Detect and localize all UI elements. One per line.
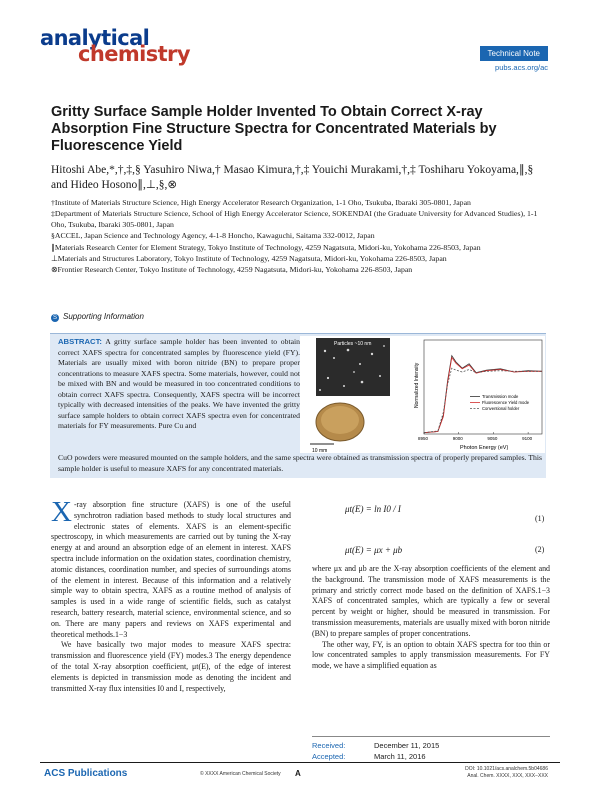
xafs-plot (414, 340, 542, 451)
abstract-label: ABSTRACT: (58, 337, 102, 346)
page-number: A (295, 769, 301, 778)
abstract-text (58, 337, 300, 432)
affiliation: †Institute of Materials Structure Science, High Energy Accelerator Research Organization, 1-1 Oho, Tsukuba, Ibaraki 305-0801, Japan (51, 198, 471, 207)
legend-entry: Fluorescence Yield mode (482, 400, 530, 405)
sample-holder-surface (321, 406, 359, 434)
equation-1-number: (1) (535, 514, 545, 523)
doi-link[interactable]: DOI: 10.1021/acs.analchem.5b04686 (465, 766, 548, 772)
body-column-right (312, 564, 550, 672)
affiliations (51, 198, 551, 277)
author-list (51, 163, 551, 193)
plot-xlabel: Photon Energy (eV) (460, 445, 509, 451)
micrograph-label: Particles ~10 nm (334, 341, 372, 347)
supporting-info-label: Supporting Information (63, 312, 144, 321)
journal-logo (40, 26, 230, 67)
abstract-figure-svg (300, 336, 545, 453)
abstract-figure (300, 336, 545, 453)
accepted-row (312, 751, 550, 762)
scale-bar-label: 10 mm (312, 448, 328, 453)
received-label: Received: (312, 741, 346, 750)
journal-logo-line2: chemistry (78, 42, 190, 67)
accepted-date: March 11, 2016 (374, 752, 426, 761)
paragraph: We have basically two major modes to measure XAFS spectra: transmission and fluorescence yield (FY) modes.3 The energy dependence of the total X-ray absorption coefficient, μt(E), of the edge of interest elements is depicted in transmission mode as denoting the incident and transmitted X-ray flux intensities I0 and I, respectively, (51, 640, 291, 693)
received-row (312, 740, 550, 751)
plot-ylabel: Normalized Intensity (414, 362, 420, 408)
affiliation: ‡Department of Materials Structure Science, School of High Energy Accelerator Science, SOKENDAI (the Graduate University for Advanced Studies), 1-1 Oho, Tsukuba, Ibaraki 305-0801, Japan (51, 209, 538, 229)
accepted-label: Accepted: (312, 752, 346, 761)
legend-entry: Transmission mode (482, 394, 519, 399)
journal-logo-line1: analytical (40, 26, 150, 50)
article-dates (312, 736, 550, 762)
paragraph: where μx and μb are the X-ray absorption coefficients of the element and the background. The transmission mode of XAFS measurements is the primary and strictly correct mode based on the definition of XAFS.1−3 XAFS of concentrated samples, which are typically a few or several percent by weight or higher, should be measured in transmission. For transmission measurements, materials are usually mixed with boron nitride (BN) to prepare samples of proper concentrations. (312, 564, 550, 638)
received-date: December 11, 2015 (374, 741, 440, 750)
body-column-left (51, 496, 291, 694)
equation-1: μt(E) = ln I0 / I (345, 504, 401, 514)
abstract-body: A gritty surface sample holder has been invented to obtain correct XAFS spectra for concentrated samples by fluorescence yield (FY). Materials are usually mixed with boron nitride (BN) to prepare proper concentrations to measure XAFS spectra. Some materials, however, could not be mixed with BN and would be measured in too concentrated conditions to obtain correct XAFS spectra. Consequently, XAFS spectra will be incorrect typically with decreased intensities of the peaks. We have invented the gritty surface sample holders to obtain correct XAFS spectra even for concentrated materials for FY measurements. Pure Cu and (58, 337, 301, 430)
x-tick-label: 9050 (487, 436, 498, 441)
publisher-logo: ACS Publications (44, 768, 128, 779)
x-tick-label: 9100 (522, 436, 533, 441)
article-title: Gritty Surface Sample Holder Invented To Obtain Correct X-ray Absorption Fine Structure Spectra for Concentrated Materials by Fluorescence Yield (51, 104, 497, 154)
x-tick-label: 9000 (452, 436, 463, 441)
author-line-2: and Hideo Hosono∥,⊥,§,⊗ (51, 179, 178, 191)
paragraph: The other way, FY, is an option to obtain XAFS spectra for too thin or low concentrated samples to apply transmission measurements. For FY mode, we have a simplified equation as (312, 639, 550, 671)
equation-2-number: (2) (535, 545, 545, 554)
paragraph-text: -ray absorption fine structure (XAFS) is one of the useful synchrotron radiation based methods to study local structures and electronic states of elements. XAFS is an element-specific spectroscopy, in which measurements are carried out by tuning the X-ray energy at and around an absorption edge of an element in interest. XAFS spectra include information on the oxidation states, coordination chemistry, atomic distances, coordination number, and species of surroundings atoms of the element in interest. Because of this information and a relatively simple way to obtain spectra, XAFS as a routine method of analysis of samples is used in a wide range of scientific fields, such as catalyst research, battery research, material science, environmental science, and so on. There are many papers and reviews on XAFS experimental and theoretical methods.1−3 (51, 500, 291, 639)
doi-block (465, 766, 548, 780)
copyright: © XXXX American Chemical Society (200, 771, 281, 777)
dropcap: X (51, 496, 72, 528)
supporting-info-link[interactable] (51, 312, 144, 322)
author-line-1: Hitoshi Abe,*,†,‡,§ Yasuhiro Niwa,† Masao Kimura,†,‡ Youichi Murakami,†,‡ Toshiharu Yokoyama,∥,§ (51, 164, 534, 176)
abstract-text-continued: CuO powders were measured mounted on the sample holders, and the same spectra were obtained as transmission spectra of properly prepared samples. This sample holder is useful to measure XAFS for any concentrated materials. (58, 453, 542, 473)
legend-entry: Conventional holder (482, 406, 520, 411)
affiliation: §ACCEL, Japan Science and Technology Agency, 4-1-8 Honcho, Kawaguchi, Saitama 332-0012, Japan (51, 231, 375, 241)
equation-2: μt(E) = μx + μb (345, 545, 403, 555)
citation: Anal. Chem. XXXX, XXX, XXX−XXX (467, 773, 548, 779)
journal-site-link[interactable]: pubs.acs.org/ac (495, 63, 548, 72)
x-tick-label: 8950 (418, 436, 429, 441)
article-type-badge: Technical Note (480, 46, 548, 61)
affiliation: ⊗Frontier Research Center, Tokyo Institute of Technology, 4259 Nagatsuta, Midori-ku, Yokohama 226-8503, Japan (51, 265, 413, 275)
supporting-info-icon: S (52, 315, 57, 321)
affiliation: ∥Materials Research Center for Element Strategy, Tokyo Institute of Technology, 4259 Nagatsuta, Midori-ku, Yokohama 226-8503, Japan (51, 242, 481, 252)
paragraph (51, 496, 291, 640)
affiliation: ⊥Materials and Structures Laboratory, Tokyo Institute of Technology, 4259 Nagatsuta, Midori-ku, Yokohama 226-8503, Japan (51, 254, 447, 264)
